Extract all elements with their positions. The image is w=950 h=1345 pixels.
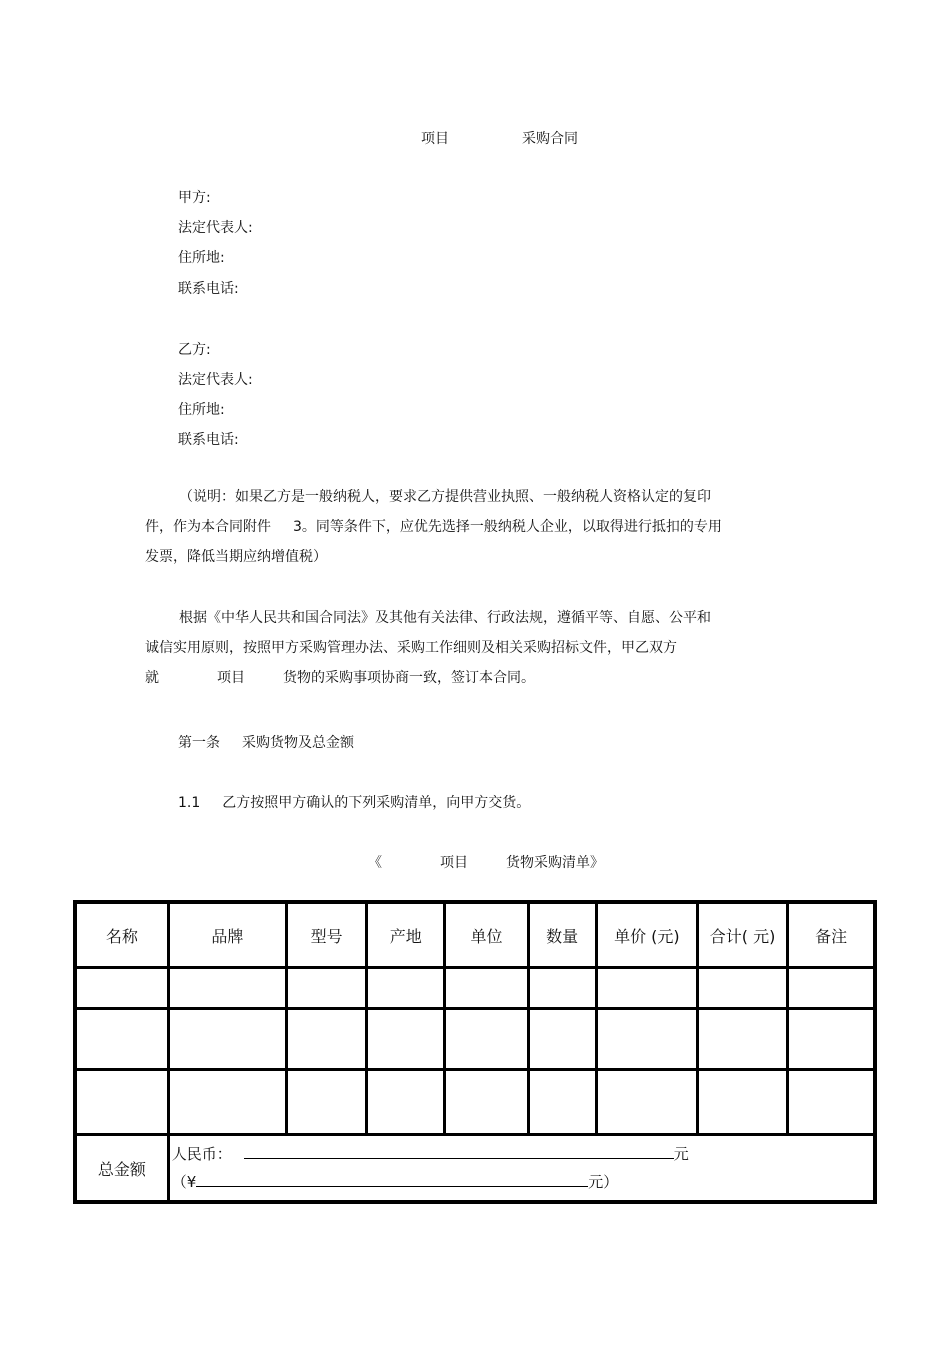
header-name: 名称: [75, 902, 168, 968]
title-contract: 采购合同: [522, 131, 578, 147]
table-cell: [287, 1070, 367, 1135]
table-cell: [287, 968, 367, 1009]
header-model: 型号: [287, 902, 367, 968]
basis-line-2: 诚信实用原则，按照甲方采购管理办法、采购工作细则及相关采购招标文件，甲乙双方: [145, 640, 677, 656]
total-amount-cell: [168, 1135, 875, 1203]
list-title: [368, 852, 604, 872]
list-title-open: 《: [368, 855, 382, 871]
header-unit-price: 单价 (元): [596, 902, 697, 968]
party-a-name-label: 甲方:: [178, 190, 211, 206]
table-cell: [75, 968, 168, 1009]
yen-unit: 元）: [588, 1173, 619, 1191]
table-cell: [367, 1009, 445, 1070]
header-remarks: 备注: [788, 902, 875, 968]
basis-line-3b: 项目: [217, 670, 245, 686]
table-cell: [788, 1009, 875, 1070]
table-cell: [788, 1070, 875, 1135]
table-cell: [367, 1070, 445, 1135]
table-row: [75, 1070, 875, 1135]
article-1-heading: [178, 732, 354, 752]
basis-paragraph: [145, 603, 765, 693]
total-label: 总金额: [75, 1135, 168, 1203]
note-line-2b: 3。同等条件下，应优先选择一般纳税人企业，以取得进行抵扣的专用: [293, 519, 722, 535]
header-brand: 品牌: [168, 902, 286, 968]
table-cell: [596, 1009, 697, 1070]
party-b-rep-label: 法定代表人:: [178, 372, 253, 388]
list-title-goods: 货物采购清单》: [506, 855, 604, 871]
table-cell: [788, 968, 875, 1009]
table-row: [75, 968, 875, 1009]
party-a-phone-label: 联系电话:: [178, 281, 239, 297]
table-header-row: [75, 902, 875, 968]
note-line-2a: 件，作为本合同附件: [145, 519, 271, 535]
clause-1-1: [178, 792, 530, 812]
table-cell: [75, 1009, 168, 1070]
clause-1-1-text: 乙方按照甲方确认的下列采购清单，向甲方交货。: [222, 795, 531, 811]
table-cell: [528, 1070, 596, 1135]
note-line-3: 发票，降低当期应纳增值税）: [145, 549, 327, 565]
rmb-label: 人民币：: [171, 1145, 232, 1163]
table-cell: [168, 1009, 286, 1070]
table-cell: [697, 1009, 787, 1070]
table-cell: [168, 968, 286, 1009]
table-cell: [445, 1070, 528, 1135]
table-cell: [367, 968, 445, 1009]
table-cell: [596, 968, 697, 1009]
table-cell: [596, 1070, 697, 1135]
goods-table: [73, 900, 877, 1204]
note-line-1: （说明：如果乙方是一般纳税人，要求乙方提供营业执照、一般纳税人资格认定的复印: [179, 489, 711, 505]
party-b-name-label: 乙方:: [178, 342, 211, 358]
party-a-address-label: 住所地:: [178, 250, 225, 266]
rmb-unit: 元: [673, 1145, 689, 1163]
note-paragraph: [145, 482, 765, 572]
table-cell: [445, 1009, 528, 1070]
table-cell: [697, 1070, 787, 1135]
basis-line-3c: 货物的采购事项协商一致，签订本合同。: [283, 670, 535, 686]
rmb-line: [172, 1140, 873, 1168]
header-quantity: 数量: [528, 902, 596, 968]
article-1-title: 采购货物及总金额: [242, 735, 354, 751]
table-cell: [287, 1009, 367, 1070]
table-cell: [528, 968, 596, 1009]
article-1-number: 第一条: [178, 735, 220, 751]
party-b-address-label: 住所地:: [178, 402, 225, 418]
header-subtotal: 合计( 元): [697, 902, 787, 968]
title-project: 项目: [421, 131, 449, 147]
yen-amount-blank[interactable]: [196, 1172, 588, 1187]
yen-line: [172, 1168, 873, 1196]
rmb-amount-blank[interactable]: [244, 1144, 674, 1159]
clause-1-1-number: 1.1: [178, 795, 201, 811]
table-cell: [168, 1070, 286, 1135]
basis-line-1: 根据《中华人民共和国合同法》及其他有关法律、行政法规，遵循平等、自愿、公平和: [179, 610, 711, 626]
party-b-phone-label: 联系电话:: [178, 432, 239, 448]
table-cell: [697, 968, 787, 1009]
basis-line-3a: 就: [145, 670, 159, 686]
list-title-project: 项目: [440, 855, 468, 871]
yen-prefix: （¥: [171, 1173, 197, 1191]
header-origin: 产地: [367, 902, 445, 968]
table-cell: [445, 968, 528, 1009]
table-cell: [75, 1070, 168, 1135]
header-unit: 单位: [445, 902, 528, 968]
party-a-rep-label: 法定代表人:: [178, 220, 253, 236]
table-cell: [528, 1009, 596, 1070]
total-row: [75, 1135, 875, 1203]
table-row: [75, 1009, 875, 1070]
